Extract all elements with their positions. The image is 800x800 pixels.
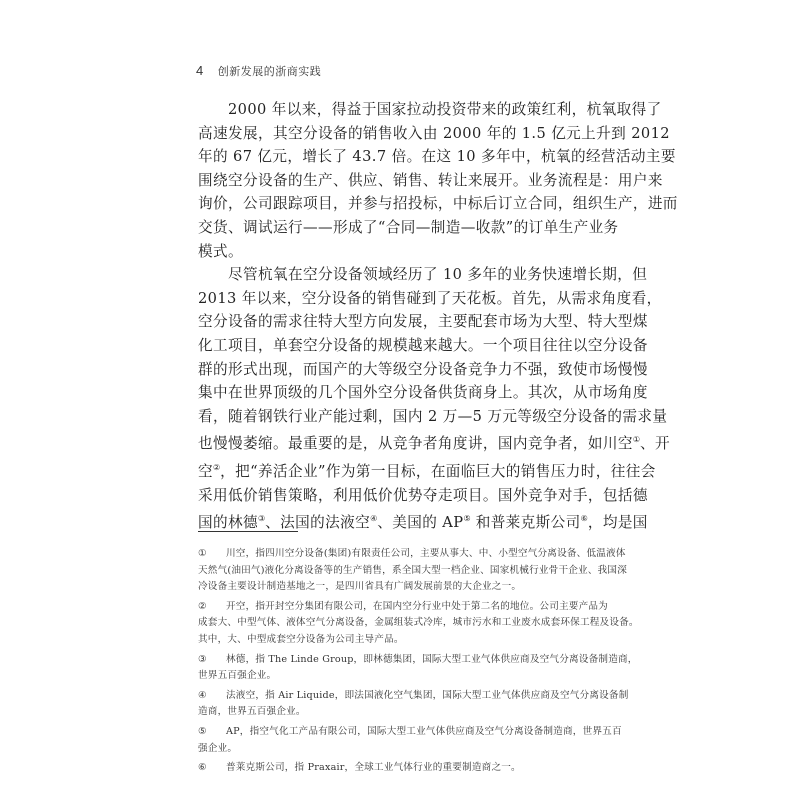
footnote-line: 造商，世界五百强企业。 bbox=[198, 706, 306, 718]
footnote-mark: ③ bbox=[198, 653, 207, 665]
footnote-ref-4[interactable]: ④ bbox=[370, 514, 378, 524]
text-line: 高速发展，其空分设备的销售收入由 2000 年的 1.5 亿元上升到 2012 bbox=[198, 124, 670, 142]
text-line: 交货、调试运行——形成了“合同—制造—收款”的订单生产业务 bbox=[198, 218, 619, 236]
text-run: 、美国的 AP bbox=[377, 514, 464, 532]
footnote-2 bbox=[198, 599, 639, 649]
footnote-mark: ② bbox=[198, 600, 207, 612]
footnote-line bbox=[198, 760, 602, 777]
footnote-mark: ⑤ bbox=[198, 725, 207, 737]
text-run: ，均是国 bbox=[587, 514, 648, 532]
footnote-mark: ① bbox=[198, 548, 207, 559]
footnote-line bbox=[198, 652, 638, 669]
footnote-line bbox=[198, 546, 626, 563]
footnote-divider bbox=[198, 531, 298, 532]
text-line: 空分设备的需求往特大型方向发展，主要配套市场为大型、特大型煤 bbox=[198, 313, 648, 331]
footnote-line: 冷设备主要设计制造基地之一，是四川省具有广阔发展前景的大企业之一。 bbox=[198, 581, 522, 593]
footnote-line: 成套大、中型气体、液体空气分离设备，金属组装式冷库，城市污水和工业废水成套环保工程及设备。 bbox=[198, 617, 639, 629]
footnote-5 bbox=[198, 724, 622, 757]
text-line: 年的 67 亿元，增长了 43.7 倍。在这 10 多年中，杭氧的经营活动主要 bbox=[198, 148, 676, 166]
page-number: 4 bbox=[196, 63, 204, 78]
text-run: 、开 bbox=[640, 435, 670, 453]
footnote-ref-2[interactable]: ② bbox=[213, 462, 221, 472]
text-line: 询价，公司跟踪项目，并参与招投标，中标后订立合同，组织生产，进而 bbox=[198, 195, 678, 213]
footnote-ref-5[interactable]: ⑤ bbox=[463, 514, 471, 524]
footnote-text: 川空，指四川空分设备(集团)有限责任公司，主要从事大、中、小型空气分离设备、低温液体 bbox=[226, 548, 626, 559]
book-title: 创新发展的浙商实践 bbox=[217, 65, 322, 78]
footnote-mark: ④ bbox=[198, 689, 207, 701]
text-run: 和普莱克斯公司 bbox=[470, 514, 581, 532]
text-line: 模式。 bbox=[198, 242, 243, 260]
footnote-ref-3[interactable]: ③ bbox=[257, 514, 266, 524]
text-line: 采用低价销售策略，利用低价优势夺走项目。国外竞争对手，包括德 bbox=[198, 486, 648, 504]
text-run: 空 bbox=[198, 462, 213, 480]
footnote-ref-1[interactable]: ① bbox=[632, 435, 640, 445]
footnote-ref-6[interactable]: ⑥ bbox=[580, 514, 588, 524]
text-run: 、法国的法液空 bbox=[265, 514, 371, 532]
text-run: ，把“养活企业”作为第一目标，在面临巨大的销售压力时，往往会 bbox=[220, 462, 656, 480]
text-line: 化工项目，单套空分设备的规模越来越大。一个项目往往以空分设备 bbox=[198, 336, 648, 354]
footnote-line: 其中，大、中型成套空分设备为公司主导产品。 bbox=[198, 633, 404, 645]
footnote-3 bbox=[198, 652, 638, 685]
text-line: 尽管杭氧在空分设备领域经历了 10 多年的业务快速增长期，但 bbox=[228, 266, 648, 284]
footnote-text: 法液空，指 Air Liquide，即法国液化空气集团，国际大型工业气体供应商及空气分离设备制 bbox=[226, 689, 629, 701]
footnote-1 bbox=[198, 546, 628, 596]
footnote-text: 普莱克斯公司，指 Praxair，全球工业气体行业的重要制造商之一。 bbox=[226, 762, 521, 774]
footnote-line bbox=[198, 724, 622, 741]
footnote-line: 天然气(油田气)液化分离设备等的生产销售，系全国大型一档企业、国家机械行业骨干企业、我国深 bbox=[198, 564, 628, 576]
running-header bbox=[196, 63, 321, 79]
footnote-text: AP，指空气化工产品有限公司，国际大型工业气体供应商及空气分离设备制造商，世界五百 bbox=[226, 725, 622, 737]
text-line bbox=[198, 428, 670, 456]
footnote-6 bbox=[198, 760, 602, 777]
text-run: 国的林德 bbox=[198, 514, 258, 532]
text-line bbox=[198, 456, 656, 484]
text-run: 也慢慢萎缩。最重要的是，从竞争者角度讲，国内竞争者，如川空 bbox=[198, 435, 633, 453]
footnote-line bbox=[198, 599, 608, 616]
text-line: 2000 年以来，得益于国家拉动投资带来的政策红利，杭氧取得了 bbox=[228, 101, 662, 118]
main-text bbox=[198, 98, 678, 535]
footnote-4 bbox=[198, 688, 629, 721]
footnote-mark: ⑥ bbox=[198, 762, 207, 774]
footnote-line: 世界五百强企业。 bbox=[198, 670, 277, 682]
paragraph-2 bbox=[198, 263, 670, 535]
footnotes bbox=[198, 546, 639, 780]
text-line: 围绕空分设备的生产、供应、销售、转让来展开。业务流程是：用户来 bbox=[198, 171, 663, 189]
text-line: 群的形式出现，而国产的大等级空分设备竞争力不强，致使市场慢慢 bbox=[198, 360, 648, 378]
footnote-text: 开空，指开封空分集团有限公司，在国内空分行业中处于第二名的地位。公司主要产品为 bbox=[226, 600, 608, 612]
footnote-line: 强企业。 bbox=[198, 742, 238, 754]
footnote-text: 林德，指 The Linde Group，即林德集团，国际大型工业气体供应商及空气分离设备制造商， bbox=[226, 653, 638, 665]
text-line: 看，随着钢铁行业产能过剩，国内 2 万—5 万元等级空分设备的需求量 bbox=[198, 407, 668, 425]
text-line: 集中在世界顶级的几个国外空分设备供货商身上。其次，从市场角度 bbox=[198, 384, 648, 402]
paragraph-1 bbox=[198, 98, 678, 263]
text-line: 2013 年以来，空分设备的销售碰到了天花板。首先，从需求角度看， bbox=[198, 289, 662, 307]
footnote-line bbox=[198, 688, 629, 705]
